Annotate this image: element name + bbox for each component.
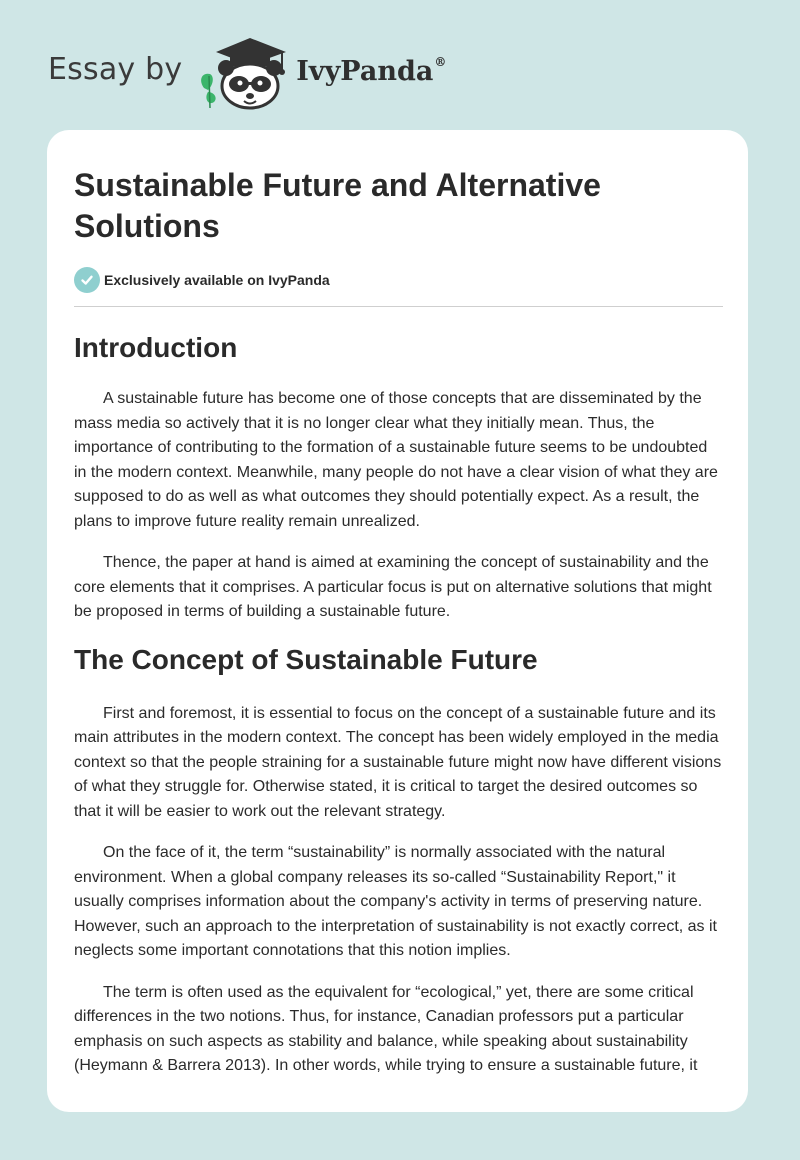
essay-content (74, 130, 723, 1079)
paragraph: First and foremost, it is essential to focus on the concept of a sustainable future and its main attributes in the modern context. The concept has been widely employed in the media context so that the people straining for a sustainable future might now have different visions of what they struggle for. Otherwise stated, it is critical to target the desired outcomes so that it will be easier to work out the relevant strategy. (74, 704, 722, 820)
panda-logo-icon (196, 32, 292, 112)
exclusive-badge (74, 267, 723, 293)
essay-title: Sustainable Future and Alternative Solutions (74, 167, 601, 244)
exclusive-badge-text: Exclusively available on IvyPanda (104, 272, 330, 288)
registered-mark: ® (434, 55, 447, 69)
title-divider (74, 306, 723, 307)
brand-name-text: IvyPanda (296, 56, 434, 87)
brand-name (296, 55, 446, 87)
section-heading-introduction: Introduction (74, 332, 238, 363)
check-circle-icon (74, 267, 100, 293)
paragraph: On the face of it, the term “sustainability” is normally associated with the natural environment. When a global company releases its so-called “Sustainability Report," it usually comprises information about the company's activity in terms of preserving nature. However, such an approach to the interpretation of sustainability is not exactly correct, as it neglects some important connotations that this notion implies. (74, 844, 717, 959)
paragraph: The term is often used as the equivalent for “ecological,” yet, there are some critical differences in the two notions. Thus, for instance, Canadian professors put a particular emphasis on such aspects as stability and balance, while speaking about sustainability (Heymann & Barrera 2013). In other words, while trying to ensure a sustainable future, it (74, 983, 698, 1074)
brand-prefix: Essay by (48, 51, 183, 87)
paragraph: A sustainable future has become one of those concepts that are disseminated by the mass media so actively that it is no longer clear what they initially mean. Thus, the importance of contributing to the formation of a sustainable future seems to be undoubted in the modern context. Meanwhile, many people do not have a clear vision of what they are supposed to do as well as what outcomes they should potentially expect. As a result, the plans to improve future reality remain unrealized. (74, 390, 718, 530)
essay-card (47, 130, 748, 1112)
section-heading-concept: The Concept of Sustainable Future (74, 643, 538, 675)
paragraph: Thence, the paper at hand is aimed at examining the concept of sustainability and the core elements that it comprises. A particular focus is put on alternative solutions that might be proposed in terms of building a sustainable future. (74, 554, 712, 620)
brand-header[interactable] (48, 32, 446, 112)
